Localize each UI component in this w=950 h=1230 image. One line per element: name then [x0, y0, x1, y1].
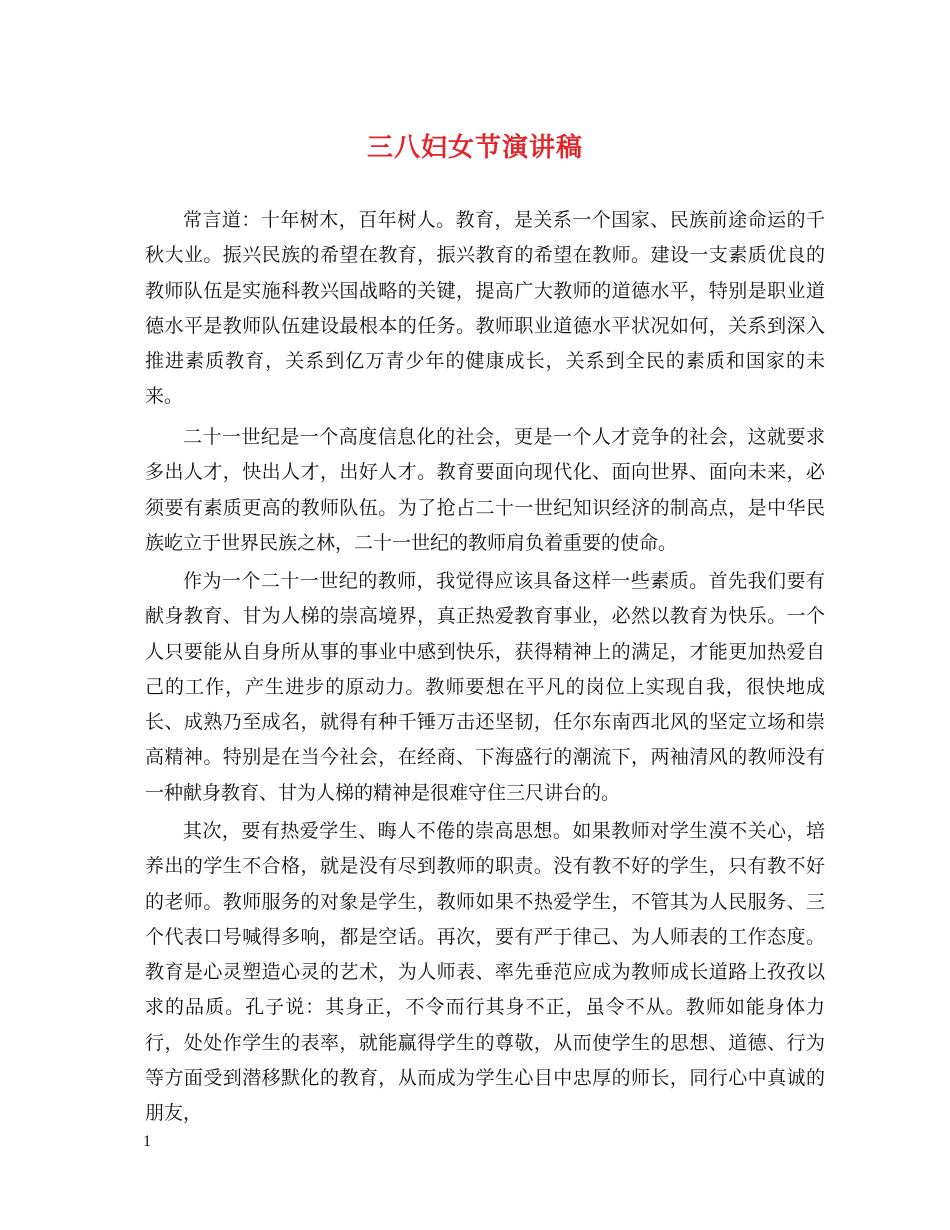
paragraph-4: 其次，要有热爱学生、晦人不倦的崇高思想。如果教师对学生漠不关心，培养出的学生不合格，就是没有尽到教师的职责。没有教不好的学生，只有教不好的老师。教师服务的对象是学生，教师如果不热爱学生，不管其为人民服务、三个代表口号喊得多响，都是空话。再次，要有严于律己、为人师表的工作态度。教育是心灵塑造心灵的艺术，为人师表、率先垂范应成为教师成长道路上孜孜以求的品质。孔子说：其身正，不令而行其身不正，虽令不从。教师如能身体力行，处处作学生的表率，就能赢得学生的尊敬，从而使学生的思想、道德、行为等方面受到潜移默化的教育，从而成为学生心目中忠厚的师长，同行心中真诚的朋友， — [145, 820, 825, 1125]
paragraph-2: 二十一世纪是一个高度信息化的社会，更是一个人才竞争的社会，这就要求多出人才，快出人才，出好人才。教育要面向现代化、面向世界、面向未来，必须要有素质更高的教师队伍。为了抢占二十一世纪知识经济的制高点，是中华民族屹立于世界民族之林，二十一世纪的教师肩负着重要的使命。 — [145, 426, 825, 554]
page-number: 1 — [143, 1133, 151, 1150]
paragraph-3: 作为一个二十一世纪的教师，我觉得应该具备这样一些素质。首先我们要有献身教育、甘为人梯的崇高境界，真正热爱教育事业，必然以教育为快乐。一个人只要能从自身所从事的事业中感到快乐，获得精神上的满足，才能更加热爱自己的工作，产生进步的原动力。教师要想在平凡的岗位上实现自我，很快地成长、成熟乃至成名，就得有种千锤万击还坚韧，任尔东南西北风的坚定立场和崇高精神。特别是在当今社会，在经商、下海盛行的潮流下，两袖清风的教师没有一种献身教育、甘为人梯的精神是很难守住三尺讲台的。 — [145, 570, 825, 804]
paragraph-1: 常言道：十年树木，百年树人。教育，是关系一个国家、民族前途命运的千秋大业。振兴民族的希望在教育，振兴教育的希望在教师。建设一支素质优良的教师队伍是实施科教兴国战略的关键，提高广大教师的道德水平，特别是职业道德水平是教师队伍建设最根本的任务。教师职业道德水平状况如何，关系到深入推进素质教育，关系到亿万青少年的健康成长，关系到全民的素质和国家的未来。 — [145, 209, 825, 408]
document-title: 三八妇女节演讲稿 — [366, 133, 583, 163]
